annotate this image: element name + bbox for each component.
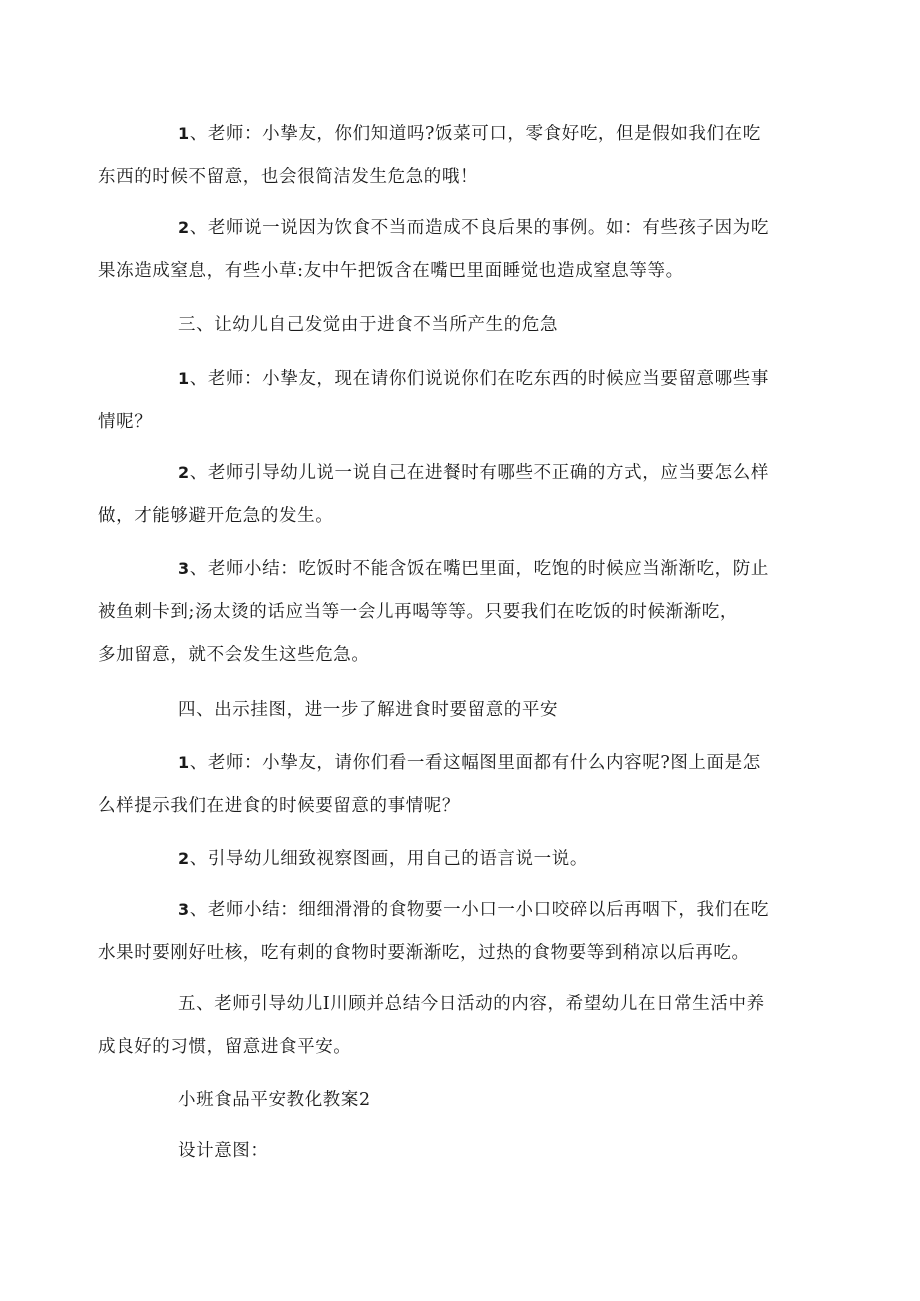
paragraph-line: 情呢？ (98, 412, 153, 432)
paragraph-line: 成良好的习惯，留意进食平安。 (98, 1037, 352, 1057)
paragraph-line: 四、出示挂图，进一步了解进食时要留意的平安 (178, 700, 559, 720)
paragraph-line: 、老师：小挚友，请你们看一看这幅图里面都有什么内容呢?图上面是怎 (189, 753, 761, 773)
paragraph-9 (138, 837, 793, 881)
item-number: 2 (178, 849, 190, 868)
paragraph-line: 被鱼刺卡到;汤太烫的话应当等一会儿再喝等等。只要我们在吃饭的时候渐渐吃， (98, 602, 738, 622)
item-number: 1 (178, 369, 190, 388)
item-number: 1 (178, 753, 190, 772)
item-number: 1 (178, 124, 190, 143)
section-heading-7 (138, 689, 793, 732)
paragraph-line: 、老师说一说因为饮食不当而造成不良后果的事例。如：有些孩子因为吃 (189, 218, 769, 238)
paragraph-line: 、老师小结：吃饭时不能含饭在嘴巴里面，吃饱的时候应当渐渐吃，防止 (189, 559, 769, 579)
section-heading-11 (98, 983, 793, 1069)
paragraph-10 (98, 888, 793, 975)
section-heading-3 (138, 304, 793, 347)
paragraph-line: 设计意图： (178, 1141, 269, 1161)
paragraph-line: 三、让幼儿自己发觉由于进食不当所产生的危急 (178, 315, 559, 335)
paragraph-4 (98, 357, 793, 444)
paragraph-line: 、老师：小挚友，你们知道吗?饭菜可口，零食好吃，但是假如我们在吃 (189, 124, 761, 144)
paragraph-line: 果冻造成窒息，有些小草:友中午把饭含在嘴巴里面睡觉也造成窒息等等。 (98, 261, 684, 281)
item-number: 3 (178, 559, 190, 578)
item-number: 2 (178, 463, 190, 482)
paragraph-line: 多加留意，就不会发生这些危急。 (98, 645, 370, 665)
paragraph-1 (98, 112, 793, 199)
document-subtitle (138, 1079, 793, 1122)
paragraph-line: 小班食品平安教化教案2 (178, 1090, 371, 1110)
paragraph-line: 、老师：小挚友，现在请你们说说你们在吃东西的时候应当要留意哪些事 (189, 369, 769, 389)
design-intent-heading (138, 1130, 793, 1173)
paragraph-line: 五、老师引导幼儿I川顾并总结今日活动的内容，希望幼儿在日常生活中养 (178, 994, 765, 1014)
paragraph-2 (98, 206, 793, 293)
paragraph-line: 么样提示我们在进食的时候要留意的事情呢？ (98, 796, 460, 816)
paragraph-line: 、老师引导幼儿说一说自己在进餐时有哪些不正确的方式，应当要怎么样 (189, 463, 769, 483)
paragraph-line: 、引导幼儿细致视察图画，用自己的语言说一说。 (189, 849, 588, 869)
paragraph-5 (98, 451, 793, 538)
item-number: 2 (178, 218, 190, 237)
item-number: 3 (178, 900, 190, 919)
paragraph-line: 东西的时候不留意，也会很简洁发生危急的哦！ (98, 167, 479, 187)
paragraph-line: 、老师小结：细细滑滑的食物要一小口一小口咬碎以后再咽下，我们在吃 (189, 900, 769, 920)
paragraph-6 (98, 547, 793, 677)
paragraph-line: 水果时要刚好吐核，吃有刺的食物时要渐渐吃，过热的食物要等到稍凉以后再吃。 (98, 943, 750, 963)
paragraph-8 (98, 741, 793, 828)
paragraph-line: 做，才能够避开危急的发生。 (98, 506, 334, 526)
